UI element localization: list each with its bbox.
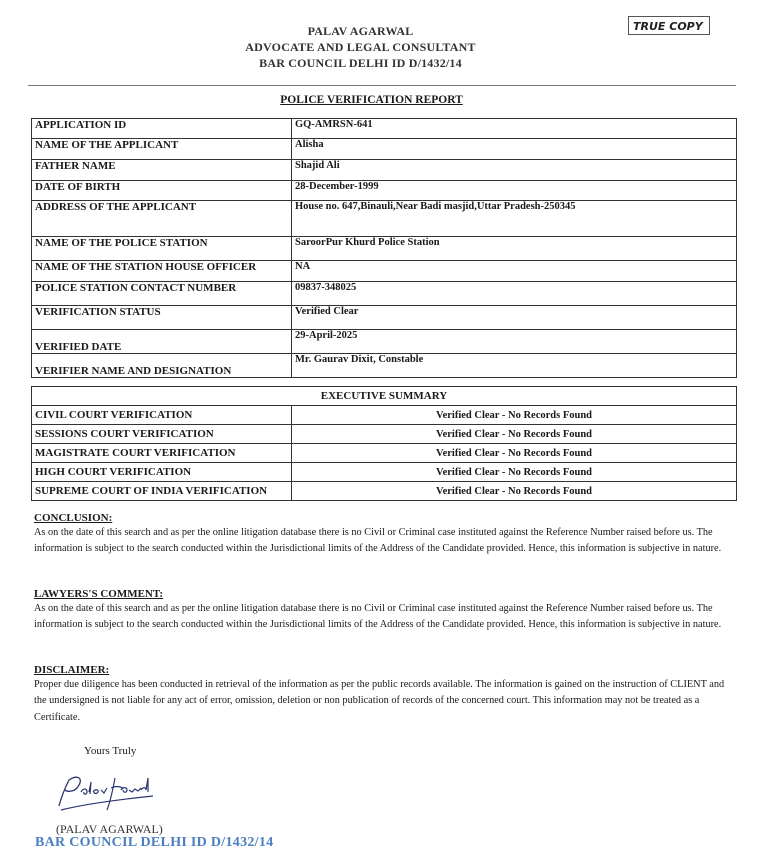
row-label: NAME OF THE APPLICANT xyxy=(32,139,292,160)
row-value: Verified Clear xyxy=(292,306,737,330)
table-row xyxy=(32,237,737,261)
row-value: Mr. Gaurav Dixit, Constable xyxy=(292,354,737,378)
table-row xyxy=(32,406,737,425)
court-result: Verified Clear - No Records Found xyxy=(292,482,737,501)
true-copy-stamp: TRUE COPY xyxy=(628,16,710,35)
row-value: Alisha xyxy=(292,139,737,160)
table-row xyxy=(32,139,737,160)
row-value: 29-April-2025 xyxy=(292,330,737,354)
applicant-info-table xyxy=(31,118,737,378)
executive-summary-table xyxy=(31,386,737,501)
lawyers-comment-heading: LAWYERS'S COMMENT: xyxy=(34,588,164,600)
disclaimer-text: Proper due diligence has been conducted in retrieval of the information as per the public records available. The information is gained on the instruction of CLIENT and the undersigned is not liable for any act of error, omission, deletion or non publication of records of the concerned court. This information may not be treated as a Certificate. xyxy=(34,679,725,723)
footer-bar-id: BAR COUNCIL DELHI ID D/1432/14 xyxy=(35,835,274,850)
court-label: CIVIL COURT VERIFICATION xyxy=(32,406,292,425)
table-row xyxy=(32,330,737,354)
row-value: Shajid Ali xyxy=(292,160,737,181)
row-label: NAME OF THE STATION HOUSE OFFICER xyxy=(32,261,292,282)
disclaimer-heading: DISCLAIMER: xyxy=(34,664,110,676)
court-label: SUPREME COURT OF INDIA VERIFICATION xyxy=(32,482,292,501)
row-label: VERIFICATION STATUS xyxy=(32,306,292,330)
summary-title: EXECUTIVE SUMMARY xyxy=(32,387,737,406)
table-row xyxy=(32,354,737,378)
table-row xyxy=(32,482,737,501)
row-label: VERIFIED DATE xyxy=(32,330,292,354)
table-row xyxy=(32,160,737,181)
court-label: MAGISTRATE COURT VERIFICATION xyxy=(32,444,292,463)
row-label: ADDRESS OF THE APPLICANT xyxy=(32,201,292,237)
summary-header-row xyxy=(32,387,737,406)
table-row xyxy=(32,201,737,237)
row-label: NAME OF THE POLICE STATION xyxy=(32,237,292,261)
advocate-role: ADVOCATE AND LEGAL CONSULTANT xyxy=(245,40,476,54)
table-row xyxy=(32,463,737,482)
conclusion-heading: CONCLUSION: xyxy=(34,512,113,524)
row-label: POLICE STATION CONTACT NUMBER xyxy=(32,282,292,306)
row-value: 09837-348025 xyxy=(292,282,737,306)
advocate-bar-id: BAR COUNCIL DELHI ID D/1432/14 xyxy=(259,56,462,70)
header-divider xyxy=(28,85,736,86)
court-label: SESSIONS COURT VERIFICATION xyxy=(32,425,292,444)
court-label: HIGH COURT VERIFICATION xyxy=(32,463,292,482)
court-result: Verified Clear - No Records Found xyxy=(292,463,737,482)
disclaimer-section xyxy=(34,664,734,726)
conclusion-text: As on the date of this search and as per the online litigation database there is no Civil or Criminal case instituted against the Reference Number raised before us. The information is subject to the search conducted within the Jurisdictional limits of the Address of the Candidate provided. Hence, this information is subjective in nature. xyxy=(34,527,722,555)
table-row xyxy=(32,282,737,306)
table-row xyxy=(32,181,737,201)
signature-icon xyxy=(55,770,165,823)
lawyers-comment-text: As on the date of this search and as per the online litigation database there is no Civil or Criminal case instituted against the Reference Number raised before us. The information is subject to the search conducted within the Jurisdictional limits of the Address of the Candidate provided. Hence, this information is subjective in nature. xyxy=(34,603,722,631)
row-label: FATHER NAME xyxy=(32,160,292,181)
row-value: NA xyxy=(292,261,737,282)
table-row xyxy=(32,119,737,139)
signatory-name: (PALAV AGARWAL) xyxy=(56,822,163,836)
lawyers-comment-section xyxy=(34,588,734,634)
table-row xyxy=(32,306,737,330)
table-row xyxy=(32,444,737,463)
conclusion-section xyxy=(34,512,734,558)
row-value: 28-December-1999 xyxy=(292,181,737,201)
table-row xyxy=(32,261,737,282)
row-label: DATE OF BIRTH xyxy=(32,181,292,201)
court-result: Verified Clear - No Records Found xyxy=(292,444,737,463)
row-value: SaroorPur Khurd Police Station xyxy=(292,237,737,261)
court-result: Verified Clear - No Records Found xyxy=(292,425,737,444)
row-label: VERIFIER NAME AND DESIGNATION xyxy=(32,354,292,378)
court-result: Verified Clear - No Records Found xyxy=(292,406,737,425)
table-row xyxy=(32,425,737,444)
row-value: GQ-AMRSN-641 xyxy=(292,119,737,139)
row-value: House no. 647,Binauli,Near Badi masjid,Uttar Pradesh-250345 xyxy=(292,201,737,237)
row-label: APPLICATION ID xyxy=(32,119,292,139)
advocate-name: PALAV AGARWAL xyxy=(307,24,414,38)
closing-text: Yours Truly xyxy=(84,745,137,757)
report-title: POLICE VERIFICATION REPORT xyxy=(280,94,463,106)
